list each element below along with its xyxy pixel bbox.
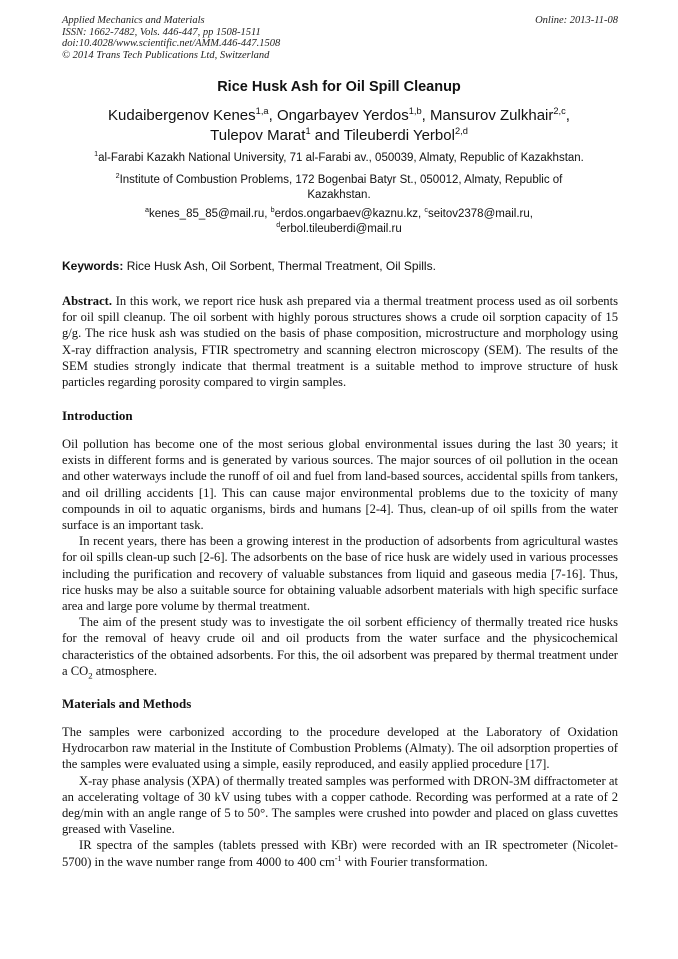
email-list <box>100 207 578 237</box>
paragraph-text: The aim of the present study was to investigate the oil sorbent efficiency of thermally treated rice husks for the removal of heavy crude oil and oil products from the water surface and the physicochemical characteristics of the obtained adsorbents. For this, the oil adsorbent was prepared by thermal treatment under a CO <box>62 615 618 678</box>
paper-title: Rice Husk Ash for Oil Spill Cleanup <box>217 79 461 95</box>
paragraph-text: atmosphere. <box>92 663 157 678</box>
paragraph: In recent years, there has been a growing interest in the production of adsorbents from agricultural wastes for oil spills clean-up such [2-6]. The adsorbents on the base of rice husk are widely used in various processes including the purification and recovery of valuable substances from liquid and gaseous media [7-16]. Thus, rice husks may be also a suitable source for obtaining valuable adsorbent materials with high specific surface area and large pore volume by thermal treatment. <box>62 534 618 614</box>
paragraph <box>62 614 618 679</box>
methods-body <box>62 724 618 870</box>
section-heading-introduction: Introduction <box>62 408 133 423</box>
paragraph-text: IR spectra of the samples (tablets pressed with KBr) were recorded with an IR spectrometer (Nicolet-5700) in the wave number range from 4000 to 400 cm <box>62 838 618 869</box>
affiliation-text: Institute of Combustion Problems, 172 Bogenbai Batyr St., 050012, Almaty, Republic of Kazakhstan. <box>119 174 563 201</box>
affiliation-2 <box>100 173 578 203</box>
author-name: Mansurov Zulkhair <box>429 107 554 124</box>
paragraph: The samples were carbonized according to the procedure developed at the Laboratory of Oxidation Hydrocarbon raw material in the Institute of Combustion Problems (Almaty). The oil adsorption properties of the samples were evaluated using a simple, easily reproduced, and easily applied procedure [17]. <box>62 725 618 772</box>
doi-line: doi:10.4028/www.scientific.net/AMM.446-447.1508 <box>62 38 281 49</box>
email-marker: b <box>270 206 275 215</box>
keywords-text: Rice Husk Ash, Oil Sorbent, Thermal Treatment, Oil Spills. <box>126 259 436 273</box>
paragraph <box>62 837 618 869</box>
author-name: Ongarbayev Yerdos <box>276 107 409 124</box>
affiliation-marker: 2 <box>115 172 120 181</box>
affiliation-1 <box>40 151 638 166</box>
author-name: Kudaibergenov Kenes <box>108 107 256 124</box>
email-marker: a <box>145 206 149 215</box>
author-affiliation-marker: 1 <box>305 126 311 136</box>
section-heading-methods: Materials and Methods <box>62 696 192 711</box>
email-link[interactable]: kenes_85_85@mail.ru, <box>149 208 268 220</box>
superscript: -1 <box>334 853 342 863</box>
email-link[interactable]: erdos.ongarbaev@kaznu.kz, <box>274 208 422 220</box>
email-marker: d <box>276 221 281 230</box>
email-link[interactable]: erbol.tileuberdi@mail.ru <box>280 223 402 235</box>
abstract-text: In this work, we report rice husk ash prepared via a thermal treatment process used as oil sorbents for oil spill cleanup. The oil sorbent with highly porous structures shows a crude oil sorption capacity of 15 g/g. The rice husk ash was studied on the basis of phase composition, microstructure and morphology using X-ray diffraction analysis, FTIR spectrometry and scanning electron microscopy (SEM). The results of the SEM studies strongly indicate that thermal treatment is a suitable method to improve structure of husk particles regarding porosity compared to virgin samples. <box>62 294 618 390</box>
subscript: 2 <box>88 670 93 681</box>
author-list: Kudaibergenov Kenes$^{1,a}$, Ongarbayev Yerdos$^{1,b}$, Mansurov Zulkhair$^{2,c}$, Tulepov Marat$^1$ and Tileuberdi Yerbol$^{2,d}$ <box>108 106 570 144</box>
journal-name: Applied Mechanics and Materials <box>62 15 205 26</box>
author-affiliation-marker: 2,d <box>454 126 468 136</box>
keywords-label: Keywords: <box>62 259 124 273</box>
keywords <box>62 259 618 273</box>
paragraph-text: with Fourier transformation. <box>341 854 488 869</box>
introduction-body <box>62 436 618 679</box>
paragraph: X-ray phase analysis (XPA) of thermally treated samples was performed with DRON-3M diffractometer at an accelerating voltage of 30 kV using tubes with a copper cathode. Recording was performed at a rate of 2 deg/min with an angle range of 5 to 50°. The samples were crushed into powder and placed on glass cuvettes greased with Vaseline. <box>62 773 618 837</box>
abstract <box>62 293 618 390</box>
author-name: Tulepov Marat <box>210 127 306 144</box>
email-marker: c <box>424 206 428 215</box>
paragraph: Oil pollution has become one of the most serious global environmental issues during the last 30 years; it exists in different forms and is generated by various sources. The major sources of oil pollution in the ocean and other waterways include the runoff of oil and fuel from land-based sources, accidental spills from tankers, and oil drilling accidents [1]. This can cause major environmental problems due to the toxicity of many compounds in oil to aquatic organisms, birds and humans [2-4]. Thus, clean-up of oil spills from the water surface is an important task. <box>62 437 618 533</box>
email-link[interactable]: seitov2378@mail.ru, <box>427 208 533 220</box>
affiliation-marker: 1 <box>94 150 99 159</box>
author-name: Tileuberdi Yerbol <box>343 127 455 144</box>
affiliation-text: al-Farabi Kazakh National University, 71 al-Farabi av., 050039, Almaty, Republic of Kazakhstan. <box>98 152 584 164</box>
issn-line: ISSN: 1662-7482, Vols. 446-447, pp 1508-1511 <box>62 26 261 38</box>
author-conjunction: and <box>314 127 340 144</box>
copyright-line: © 2014 Trans Tech Publications Ltd, Switzerland <box>62 49 270 61</box>
author-affiliation-marker: 1,a <box>255 106 269 116</box>
journal-header <box>62 15 618 61</box>
online-date: Online: 2013-11-08 <box>535 15 618 26</box>
abstract-label: Abstract. <box>62 294 113 308</box>
author-affiliation-marker: 1,b <box>408 106 422 116</box>
author-affiliation-marker: 2,c <box>553 106 566 116</box>
